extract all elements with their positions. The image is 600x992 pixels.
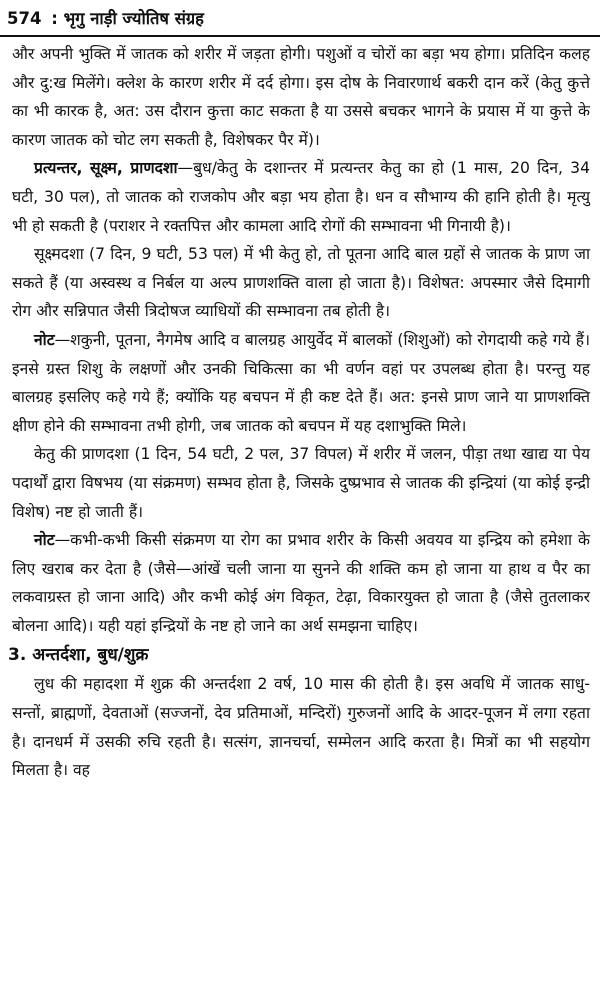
paragraph-note-2 bbox=[12, 526, 590, 640]
paragraph-section-3 bbox=[12, 670, 590, 784]
paragraph-note-1 bbox=[12, 326, 590, 440]
paragraph-pranadasha bbox=[12, 440, 590, 526]
section-heading: 3. अन्तर्दशा, बुध/शुक्र bbox=[8, 645, 149, 666]
header-separator: : bbox=[51, 9, 58, 28]
paragraph-intro bbox=[12, 40, 590, 154]
paragraph-pratyantar bbox=[12, 154, 590, 240]
note-lead: नोट bbox=[34, 531, 55, 550]
paragraph-text: और अपनी भुक्ति में जातक को शरीर में जड़ता होगी। पशुओं व चोरों का बड़ा भय होगा। प्रतिदिन कलह और दु:ख मिलेंगे। क्लेश के कारण शरीर में दर्द होगा। इस दोष के निवारणार्थ बकरी दान करें (केतु कुत्ते का भी कारक है, अत: उस दौरान कुत्ता काट सकता है या उससे बचकर भागने के प्रयास में या कुत्ते के कारण जातक को चोट लग सकती है, विशेषकर पैर में)। bbox=[12, 45, 590, 149]
paragraph-text: लुध की महादशा में शुक्र की अन्तर्दशा 2 वर्ष, 10 मास की होती है। इस अवधि में जातक साधु-सन्तों, ब्राह्मणों, देवताओं (सज्जनों, देव प्रतिमाओं, मन्दिरों) गुरुजनों आदि के आदर-पूजन में लगा रहता है। दानधर्म में उसकी रुचि रहती है। सत्संग, ज्ञानचर्चा, सम्मेलन आदि करता है। मित्रों का भी सहयोग मिलता है। वह bbox=[12, 675, 590, 780]
note-lead: नोट bbox=[34, 330, 55, 349]
running-header bbox=[7, 4, 204, 34]
paragraph-text: सूक्ष्मदशा (7 दिन, 9 घटी, 53 पल) में भी केतु हो, तो पूतना आदि बाल ग्रहों से जातक के प्राण जा सकते हैं (या अस्वस्थ व निर्बल या अल्प प्राणशक्ति वाला हो जाता है)। विशेषत: अपस्मार जैसे दिमागी रोग और सन्निपात जैसी त्रिदोषज व्याधियों की सम्भावना तब होती है। bbox=[12, 245, 590, 321]
header-rule bbox=[0, 35, 600, 37]
paragraph-text: —शकुनी, पूतना, नैगमेष आदि व बालग्रह आयुर्वेद में बालकों (शिशुओं) को रोगदायी कहे गये हैं। इनसे ग्रस्त शिशु के लक्षणों और उनकी चिकित्सा का भी वर्णन वहां पर उपलब्ध होता है। परन्तु यह बालग्रह इसलिए कहे गये हैं; क्योंकि यह बचपन में ही कष्ट देते हैं। अत: इनसे प्राण जाने या प्राणशक्ति क्षीण होने की सम्भावना तभी होगी, जब जातक को बचपन में यह दशाभुक्ति मिले। bbox=[12, 330, 590, 435]
paragraph-sukshma bbox=[12, 240, 590, 326]
paragraph-text: केतु की प्राणदशा (1 दिन, 54 घटी, 2 पल, 37 विपल) में शरीर में जलन, पीड़ा तथा खाद्य या पेय पदार्थों द्वारा विषभय (या संक्रमण) सम्भव होता है, जिसके दुष्प्रभाव से जातक की इन्द्रियां (या कोई इन्द्री विशेष) नष्ट हो जाती हैं। bbox=[12, 445, 590, 521]
paragraph-text: —बुध/केतु के दशान्तर में प्रत्यन्तर केतु का हो (1 मास, 20 दिन, 34 घटी, 30 पल), तो जातक को राजकोप और बड़ा भय होता है। धन व सौभाग्य की हानि होती है। मृत्यु भी हो सकती है (पराशर ने रक्तपित्त और कामला आदि रोगों की सम्भावना भी गिनायी है)। bbox=[12, 159, 590, 235]
page-number: 574 bbox=[7, 9, 42, 28]
paragraph-lead: प्रत्यन्तर, सूक्ष्म, प्राणदशा bbox=[34, 159, 178, 178]
page-body bbox=[8, 40, 590, 785]
book-title: भृगु नाड़ी ज्योतिष संग्रह bbox=[63, 9, 204, 28]
paragraph-text: —कभी-कभी किसी संक्रमण या रोग का प्रभाव शरीर के किसी अवयव या इन्द्रिय को हमेशा के लिए खराब कर देता है (जैसे—आंखें चली जाना या सुनने की शक्ति कम हो जाना या हाथ व पैर का लकवाग्रस्त हो जाना आदि) और कभी कोई अंग विकृत, टेढ़ा, विकारयुक्त हो जाता है (जैसे तुतलाकर बोलना आदि)। यही यहां इन्द्रियों के नष्ट हो जाने का अर्थ समझना चाहिए। bbox=[12, 531, 590, 635]
